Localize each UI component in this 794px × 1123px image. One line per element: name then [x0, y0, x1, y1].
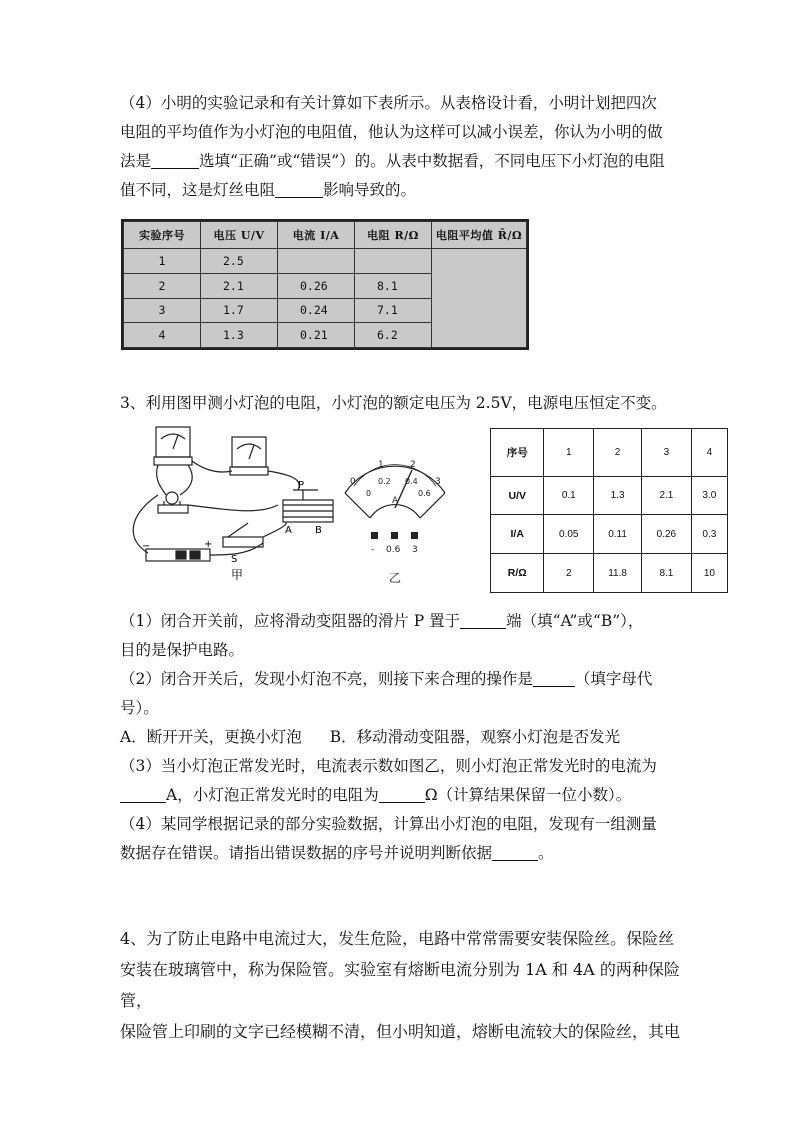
q3-s1b: 端（填“A”或“B”），: [506, 612, 644, 630]
fig-b-caption: 乙: [389, 571, 402, 585]
q3-options: [120, 723, 690, 752]
label-p: P: [298, 480, 305, 491]
q3-s3-line-2: [120, 781, 690, 810]
prev-q-line-3b: 选填“正确”或“错误”）的。从表中数据看，不同电压下小灯泡的电阻: [199, 152, 665, 170]
table-cell: 2: [544, 554, 594, 593]
q3-s1-line-1: [120, 607, 690, 636]
table-cell: 0.11: [594, 515, 642, 554]
q4-line-3: 保险管上印刷的文字已经模糊不清，但小明知道，熔断电流较大的保险丝，其电: [120, 1022, 681, 1041]
q4: [120, 923, 690, 1047]
table-header: 电压 U/V: [201, 222, 278, 249]
table-cell: 2.5: [201, 249, 278, 274]
q3-s3-line-1: （3）当小灯泡正常发光时，电流表示数如图乙，则小灯泡正常发光时的电流为: [120, 757, 657, 775]
inner-tick-0-2: 0.2: [378, 477, 391, 486]
table-cell: 7.1: [355, 298, 432, 323]
outer-tick-3: 3: [435, 477, 441, 487]
q3-s4-line-2: [120, 839, 690, 868]
answer-blank-current[interactable]: [120, 787, 166, 804]
meter-unit: A: [392, 496, 399, 506]
prev-q-line-4a: 值不同，这是灯丝电阻: [120, 181, 276, 199]
q3-s2a: （2）闭合开关后，发现小灯泡不亮，则接下来合理的操作是: [120, 670, 533, 688]
table-cell: [278, 249, 355, 274]
table-cell: 11.8: [594, 554, 642, 593]
ammeter-dial-figure: [340, 448, 450, 588]
answer-blank-resistance[interactable]: [379, 787, 425, 804]
table-cell: 4: [691, 429, 727, 477]
table-cell: 2.1: [201, 273, 278, 298]
label-a: A: [285, 525, 292, 536]
table-cell: 8.1: [355, 273, 432, 298]
table-cell: 0.26: [642, 515, 692, 554]
answer-blank-error-reason[interactable]: [492, 845, 538, 862]
switch-icon: [223, 537, 263, 547]
outer-tick-0: 0: [350, 477, 356, 487]
answer-blank-resistance-factor[interactable]: [275, 182, 323, 199]
q3-s1-line-2: 目的是保护电路。: [120, 641, 245, 659]
table-cell: 2: [594, 429, 642, 477]
table-row: [124, 249, 527, 274]
answer-blank-slider-end[interactable]: [460, 613, 506, 630]
answer-blank-operation[interactable]: [533, 671, 575, 688]
inner-tick-0-4: 0.4: [405, 477, 418, 486]
table-cell: U/V: [491, 476, 544, 515]
q3-s2b: （填字母代: [574, 670, 653, 688]
label-minus: −: [142, 541, 151, 552]
table-cell: [355, 249, 432, 274]
table-cell: 0.1: [544, 476, 594, 515]
label-plus: +: [204, 539, 213, 550]
table-cell: 3: [642, 429, 692, 477]
experiment-record-table: [121, 219, 529, 350]
table-header: 实验序号: [124, 222, 201, 249]
average-cell: [432, 249, 527, 348]
table-cell: 1.3: [201, 323, 278, 348]
table-cell: 0.05: [544, 515, 594, 554]
table-cell: 1: [544, 429, 594, 477]
q4-line-1: 4、为了防止电路中电流过大，发生危险，电路中常常需要安装保险丝。保险丝: [120, 929, 675, 948]
table-cell: 4: [124, 323, 201, 348]
label-s: S: [231, 554, 238, 565]
outer-tick-1: 1: [378, 460, 384, 470]
table-cell: 序号: [491, 429, 544, 477]
table-cell: R/Ω: [491, 554, 544, 593]
table-header: 电阻平均值 R̄/Ω: [432, 222, 527, 249]
answer-blank-correctness[interactable]: [151, 153, 199, 170]
q3-s4-line-1: （4）某同学根据记录的部分实验数据，计算出小灯泡的电阻，发现有一组测量: [120, 815, 657, 833]
table-cell: 0.26: [278, 273, 355, 298]
prev-q-line-2: 电阻的平均值作为小灯泡的电阻值，他认为这样可以减小误差，你认为小明的做: [120, 123, 663, 141]
table-cell: 10: [691, 554, 727, 593]
terminal-0-6: 0.6: [386, 545, 401, 555]
table-header-row: [124, 222, 527, 249]
table-row: [491, 554, 728, 593]
prev-q-line-3a: 法是: [120, 152, 152, 170]
circuit-figure: [128, 425, 334, 590]
q3-s4c: 。: [538, 844, 554, 862]
q3-s3b: A，小灯泡正常发光时的电阻为: [166, 786, 379, 804]
inner-tick-0: 0: [366, 489, 372, 498]
q3-s2-line-2: 号）。: [120, 699, 159, 717]
ammeter-icon: [232, 437, 266, 467]
q3-s4b: 数据存在错误。请指出错误数据的序号并说明判断依据: [120, 844, 493, 862]
table-cell: 1.3: [594, 476, 642, 515]
q3-subquestions: [120, 607, 690, 868]
outer-tick-2: 2: [410, 460, 416, 470]
table-cell: 6.2: [355, 323, 432, 348]
table-cell: 3.0: [691, 476, 727, 515]
table-cell: 0.24: [278, 298, 355, 323]
table-cell: 1.7: [201, 298, 278, 323]
table-row: [491, 515, 728, 554]
table-cell: I/A: [491, 515, 544, 554]
voltmeter-icon: [156, 427, 190, 457]
q3-s1a: （1）闭合开关前，应将滑动变阻器的滑片 P 置于: [120, 612, 461, 630]
q4-line-2: 安装在玻璃管中，称为保险管。实验室有熔断电流分别为 1A 和 4A 的两种保险管，: [120, 960, 680, 1010]
table-header: 电阻 R/Ω: [355, 222, 432, 249]
table-cell: 2: [124, 273, 201, 298]
lamp-icon: [166, 492, 178, 504]
q3-intro: [120, 389, 720, 418]
table-cell: 2.1: [642, 476, 692, 515]
prev-q-line-1: （4）小明的实验记录和有关计算如下表所示。从表格设计看，小明计划把四次: [120, 94, 657, 112]
table-cell: 8.1: [642, 554, 692, 593]
prev-q-line-4: [120, 176, 680, 205]
q3-intro-text: 3、利用图甲测小灯泡的电阻，小灯泡的额定电压为 2.5V，电源电压恒定不变。: [120, 394, 667, 412]
table-cell: 0.3: [691, 515, 727, 554]
option-a: A．断开开关，更换小灯泡: [120, 728, 302, 746]
table-header: 电流 I/A: [278, 222, 355, 249]
q3-s2-line-1: [120, 665, 690, 694]
option-b: B．移动滑动变阻器，观察小灯泡是否发光: [329, 728, 621, 746]
data-table-2: [490, 428, 728, 593]
fig-a-caption: 甲: [231, 568, 244, 582]
table-row: [491, 476, 728, 515]
table-cell: 0.21: [278, 323, 355, 348]
prev-q-line-3: [120, 147, 680, 176]
terminal-3: 3: [412, 545, 418, 555]
prev-q-line-4b: 影响导致的。: [323, 181, 417, 199]
table-row: [491, 429, 728, 477]
label-b: B: [315, 525, 322, 536]
table-cell: 1: [124, 249, 201, 274]
prev-question: [120, 89, 680, 205]
table-cell: 3: [124, 298, 201, 323]
inner-tick-0-6: 0.6: [418, 489, 431, 498]
q3-s3c: Ω（计算结果保留一位小数）。: [424, 786, 632, 804]
terminal-minus: -: [371, 545, 375, 555]
